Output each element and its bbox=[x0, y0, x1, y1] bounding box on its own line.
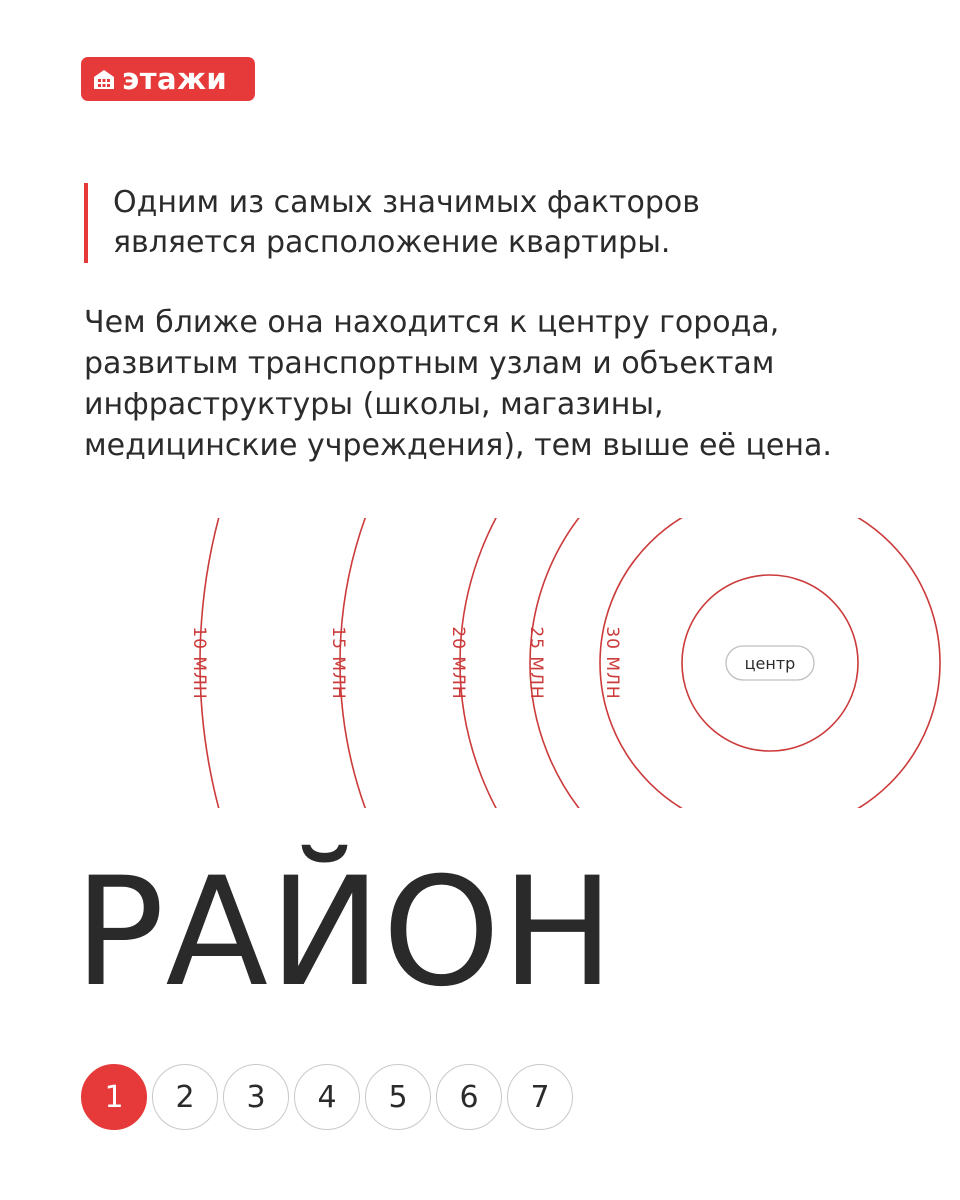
ring-label-30: 30 МЛН bbox=[602, 626, 622, 700]
brand-name: этажи bbox=[122, 62, 228, 96]
brand-logo bbox=[81, 57, 255, 101]
page-dot-1[interactable]: 1 bbox=[81, 1064, 147, 1130]
quote-line: Одним из самых значимых факторов bbox=[113, 185, 700, 220]
page-dot-6[interactable]: 6 bbox=[436, 1064, 502, 1130]
body-line: развитым транспортным узлам и объектам bbox=[84, 346, 775, 381]
quote-line: является расположение квартиры. bbox=[113, 225, 671, 260]
ring-label-15: 15 МЛН bbox=[328, 626, 348, 700]
page-dot-2[interactable]: 2 bbox=[152, 1064, 218, 1130]
body-paragraph bbox=[84, 302, 924, 466]
page-dot-4[interactable]: 4 bbox=[294, 1064, 360, 1130]
body-line: инфраструктуры (школы, магазины, bbox=[84, 387, 664, 422]
ring-label-20: 20 МЛН bbox=[448, 626, 468, 700]
price-rings-diagram bbox=[0, 500, 960, 830]
ring-1-10 bbox=[200, 500, 960, 830]
ring-label-10: 10 МЛН bbox=[189, 626, 209, 700]
ring-label-25: 25 МЛН bbox=[526, 626, 546, 700]
quote-block bbox=[84, 183, 904, 263]
building-icon bbox=[93, 68, 115, 90]
body-line: Чем ближе она находится к центру города, bbox=[84, 305, 780, 340]
body-line: медицинские учреждения), тем выше её цена. bbox=[84, 428, 832, 463]
page-title: РАЙОН bbox=[74, 846, 616, 1020]
page-dot-5[interactable]: 5 bbox=[365, 1064, 431, 1130]
pagination bbox=[81, 1064, 578, 1130]
ring-2-15 bbox=[340, 500, 960, 830]
page-dot-7[interactable]: 7 bbox=[507, 1064, 573, 1130]
page-dot-3[interactable]: 3 bbox=[223, 1064, 289, 1130]
center-label: центр bbox=[744, 654, 796, 673]
